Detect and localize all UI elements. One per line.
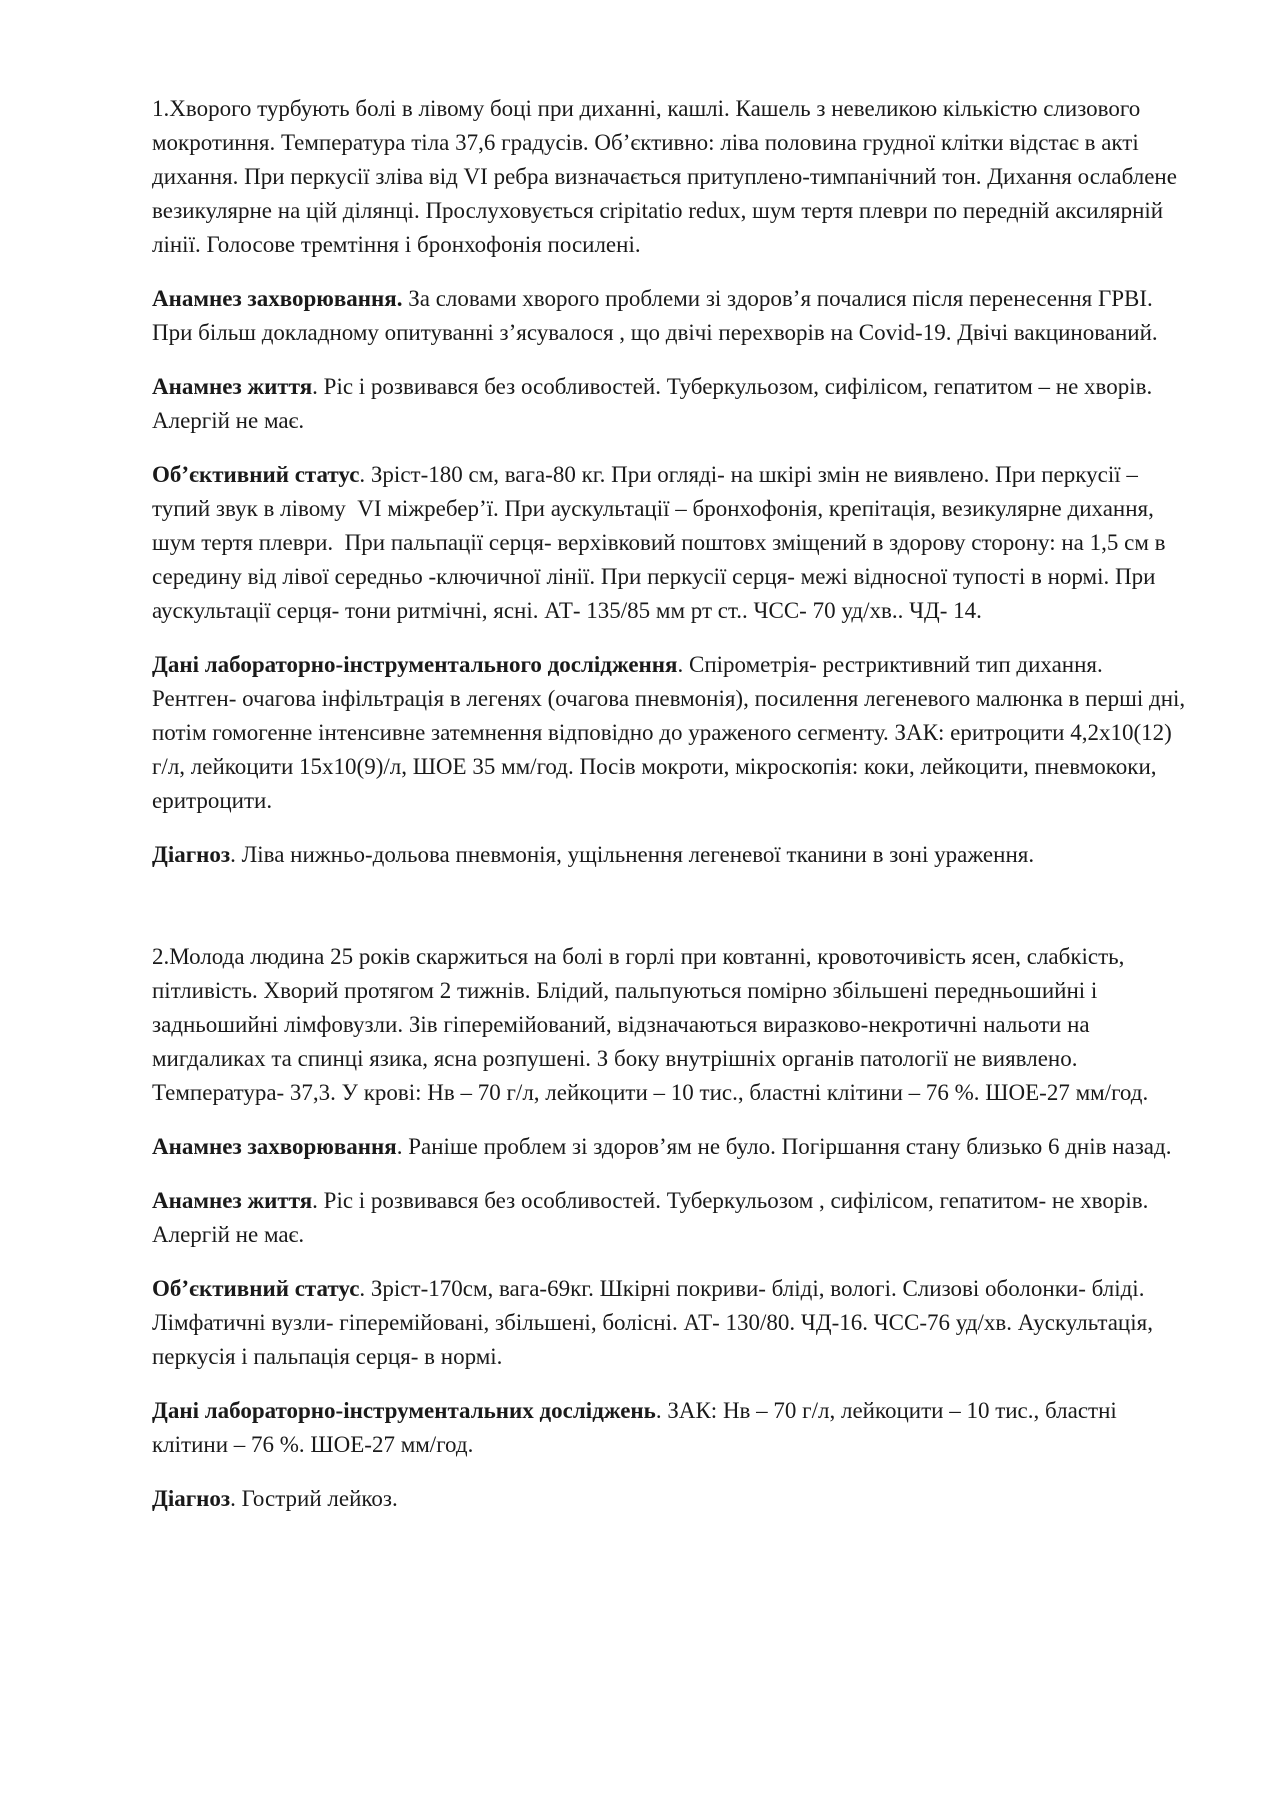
section-label: Анамнез життя [152,1188,313,1213]
section-label: Дані лабораторно-інструментальних досліджень [152,1398,656,1423]
case-intro: 1.Хворого турбують болі в лівому боці при диханні, кашлі. Кашель з невеликою кількістю слизового мокротиння. Температура тіла 37,6 градусів. Об’єктивно: ліва половина грудної клітки відстає в акті дихання. При перкусії зліва від VI ребра визначається притуплено-тимпанічний тон. Дихання ослаблене везикулярне на цій ділянці. Прослуховується cripitatio redux, шум тертя плеври по передній аксилярній лінії. Голосове тремтіння і бронхофонія посилені. [152,96,1183,257]
section-text: . Спірометрія- рестриктивний тип дихання. Рентген- очагова інфільтрація в легенях (очагова пневмонія), посилення легеневого малюнка в перші дні, потім гомогенне інтенсивне затемнення відповідно до ураженого сегменту. ЗАК: еритроцити 4,2х10(12) г/л, лейкоцити 15х10(9)/л, ШОЕ 35 мм/год. Посів мокроти, мікроскопія: коки, лейкоцити, пневмококи, еритроцити. [152,652,1191,813]
section-label: Анамнез життя [152,374,313,399]
case-2 [152,940,1192,1516]
section-text: За словами хворого проблеми зі здоров’я почалися після перенесення ГРВІ. При більш докладному опитуванні з’ясувалося , що двічі перехворів на Covid-19. Двічі вакцинований. [152,286,1159,345]
section-objective-status [152,1272,1192,1374]
case-1 [152,92,1192,872]
section-label: Дані лабораторно-інструментального дослідження [152,652,678,677]
section-objective-status [152,458,1192,628]
document-page [152,92,1192,1536]
section-disease-history [152,1130,1192,1164]
section-text: . Ліва нижньо-дольова пневмонія, ущільнення легеневої тканини в зоні ураження. [230,842,1035,867]
section-life-history [152,370,1192,438]
section-diagnosis [152,1482,1192,1516]
section-disease-history [152,282,1192,350]
section-lab-data [152,1394,1192,1462]
section-label: Об’єктивний статус [152,1276,360,1301]
section-text: . Гострий лейкоз. [230,1486,398,1511]
section-lab-data [152,648,1192,818]
section-text: . ЗАК: Нв – 70 г/л, лейкоцити – 10 тис., бластні клітини – 76 %. ШОЕ-27 мм/год. [152,1398,1123,1457]
section-label: Діагноз [152,842,231,867]
section-text: . Зріст-180 см, вага-80 кг. При огляді- на шкірі змін не виявлено. При перкусії – тупий звук в лівому VI міжребер’ї. При аускультації – бронхофонія, крепітація, везикулярне дихання, шум тертя плеври. При пальпації серця- верхівковий поштовх зміщений в здорову сторону: на 1,5 см в середину від лівої середньо -ключичної лінії. При перкусії серця- межі відносної тупості в нормі. При аускультації серця- тони ритмічні, ясні. АТ- 135/85 мм рт ст.. ЧСС- 70 уд/хв.. ЧД- 14. [152,462,1172,623]
section-label: Анамнез захворювання [152,1134,397,1159]
section-label: Діагноз [152,1486,231,1511]
section-label: Об’єктивний статус [152,462,360,487]
section-text: . Зріст-170см, вага-69кг. Шкірні покриви- бліді, вологі. Слизові оболонки- бліді. Лімфатичні вузли- гіперемійовані, збільшені, болісні. АТ- 130/80. ЧД-16. ЧСС-76 уд/хв. Аускультація, перкусія і пальпація серця- в нормі. [152,1276,1159,1369]
section-text: . Ріс і розвивався без особливостей. Туберкульозом , сифілісом, гепатитом- не хворів. Алергій не має. [152,1188,1155,1247]
section-label: Анамнез захворювання. [152,286,403,311]
section-text: . Раніше проблем зі здоров’ям не було. Погіршання стану близько 6 днів назад. [396,1134,1172,1159]
section-diagnosis [152,838,1192,872]
section-life-history [152,1184,1192,1252]
case-intro: 2.Молода людина 25 років скаржиться на болі в горлі при ковтанні, кровоточивість ясен, слабкість, пітливість. Хворий протягом 2 тижнів. Блідий, пальпуються помірно збільшені передньошийні і задньошийні лімфовузли. Зів гіперемійований, відзначаються виразково-некротичні нальоти на мигдаликах та спинці язика, ясна розпушені. З боку внутрішніх органів патології не виявлено. Температура- 37,3. У крові: Нв – 70 г/л, лейкоцити – 10 тис., бластні клітини – 76 %. ШОЕ-27 мм/год. [152,944,1149,1105]
case-separator [152,892,1192,940]
section-text: . Ріс і розвивався без особливостей. Туберкульозом, сифілісом, гепатитом – не хворів. Алергій не має. [152,374,1158,433]
